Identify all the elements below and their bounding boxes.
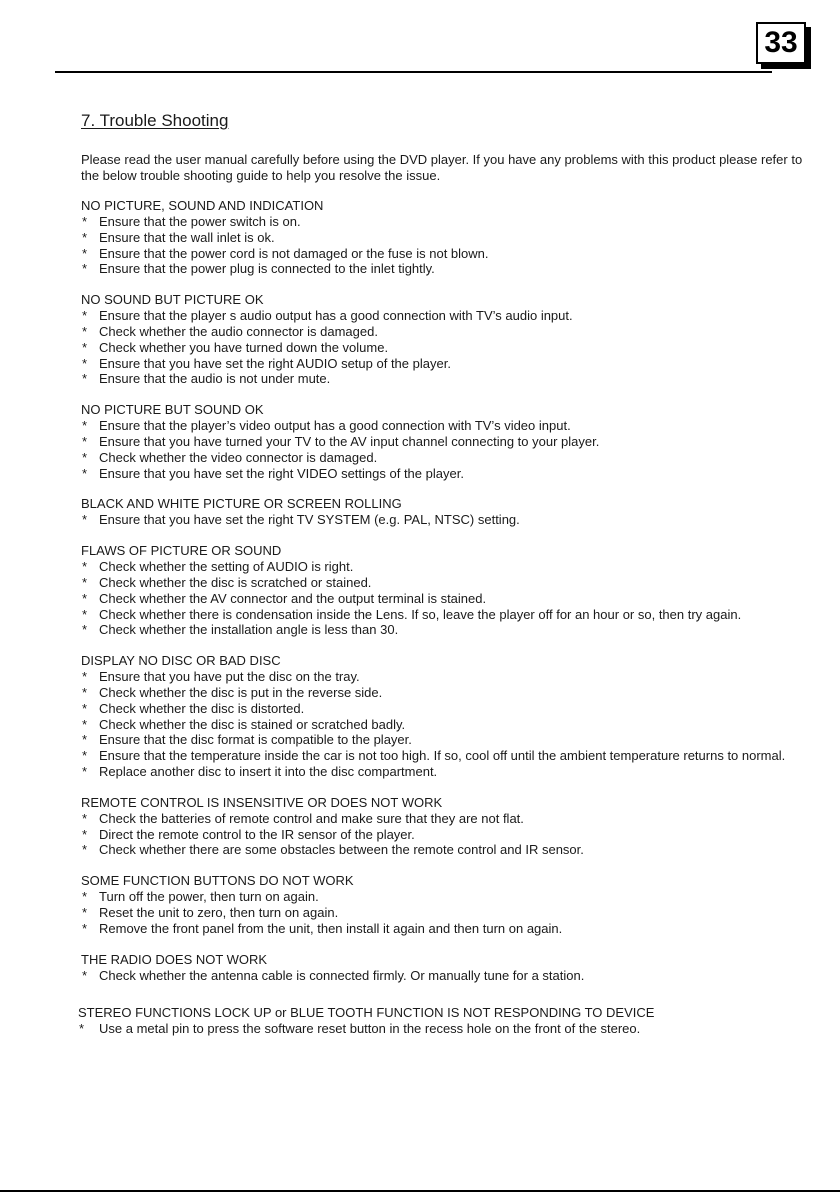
header-rule <box>55 71 772 73</box>
checklist <box>81 214 821 277</box>
page-number-badge: 33 <box>756 22 806 64</box>
asterisk-bullet: * <box>82 339 88 355</box>
trouble-section <box>81 402 821 481</box>
asterisk-bullet: * <box>82 716 88 732</box>
asterisk-bullet: * <box>82 748 88 764</box>
checklist <box>81 308 821 387</box>
checklist-item <box>81 261 821 277</box>
checklist-item <box>81 214 821 230</box>
asterisk-bullet: * <box>82 700 88 716</box>
asterisk-bullet: * <box>82 842 88 858</box>
asterisk-bullet: * <box>82 323 88 339</box>
asterisk-bullet: * <box>82 465 88 481</box>
asterisk-bullet: * <box>82 732 88 748</box>
checklist-item <box>81 607 821 623</box>
trouble-section <box>81 952 821 984</box>
checklist-item <box>81 356 821 372</box>
checklist-item <box>81 827 821 843</box>
checklist-item-text: Ensure that the power plug is connected to the inlet tightly. <box>99 261 435 277</box>
section-heading: NO PICTURE BUT SOUND OK <box>81 402 264 418</box>
checklist-item-text: Check whether the setting of AUDIO is right. <box>99 559 354 575</box>
checklist-item <box>81 748 821 764</box>
trouble-section <box>81 873 821 936</box>
checklist-item-text: Ensure that the audio is not under mute. <box>99 371 331 387</box>
checklist-item <box>81 246 821 262</box>
checklist-item-text: Check whether the AV connector and the output terminal is stained. <box>99 590 487 606</box>
section-heading: NO PICTURE, SOUND AND INDICATION <box>81 198 324 213</box>
checklist-item <box>78 1021 821 1037</box>
asterisk-bullet: * <box>82 622 88 638</box>
asterisk-bullet: * <box>82 826 88 842</box>
checklist-item <box>81 434 821 450</box>
checklist-item <box>81 575 821 591</box>
asterisk-bullet: * <box>82 574 88 590</box>
trouble-section <box>81 198 821 277</box>
checklist-item-text: Ensure that you have set the right AUDIO setup of the player. <box>99 355 451 371</box>
asterisk-bullet: * <box>82 245 88 261</box>
asterisk-bullet: * <box>79 1021 85 1037</box>
checklist-item-text: Check whether the disc is put in the reverse side. <box>99 684 383 700</box>
checklist-item <box>81 466 821 482</box>
asterisk-bullet: * <box>82 229 88 245</box>
checklist <box>81 559 821 638</box>
checklist-item <box>81 559 821 575</box>
asterisk-bullet: * <box>82 684 88 700</box>
asterisk-bullet: * <box>82 606 88 622</box>
intro-paragraph: Please read the user manual carefully before using the DVD player. If you have any problems with this product please refer to the below trouble shooting guide to help you resolve the issue. <box>81 152 803 183</box>
checklist-item-text: Remove the front panel from the unit, then install it again and then turn on again. <box>99 920 563 936</box>
trouble-section <box>81 543 821 638</box>
asterisk-bullet: * <box>82 371 88 387</box>
checklist-item <box>81 324 821 340</box>
checklist-item-text: Check whether the video connector is damaged. <box>99 449 378 465</box>
asterisk-bullet: * <box>82 433 88 449</box>
trouble-section <box>81 653 821 780</box>
checklist-item <box>81 512 821 528</box>
checklist-item-text: Ensure that the power cord is not damaged or the fuse is not blown. <box>99 245 489 261</box>
section-heading: STEREO FUNCTIONS LOCK UP or BLUE TOOTH FUNCTION IS NOT RESPONDING TO DEVICE <box>78 1005 655 1021</box>
asterisk-bullet: * <box>82 889 88 905</box>
asterisk-bullet: * <box>82 669 88 685</box>
checklist-item <box>81 764 821 780</box>
checklist-item-text: Ensure that you have set the right VIDEO settings of the player. <box>99 465 464 481</box>
asterisk-bullet: * <box>82 763 88 779</box>
checklist-item-text: Ensure that the player’s video output has a good connection with TV’s video input. <box>99 418 571 434</box>
checklist-item-text: Ensure that the power switch is on. <box>99 214 301 229</box>
checklist <box>81 512 821 528</box>
checklist-item <box>81 701 821 717</box>
checklist-item-text: Direct the remote control to the IR sensor of the player. <box>99 826 415 842</box>
checklist <box>81 968 821 984</box>
checklist-item-text: Ensure that the temperature inside the car is not too high. If so, cool off until the ambient temperature returns to normal. <box>99 748 786 764</box>
trouble-section <box>78 1005 821 1037</box>
checklist-item <box>81 717 821 733</box>
checklist-item <box>81 230 821 246</box>
checklist-item-text: Ensure that you have set the right TV SYSTEM (e.g. PAL, NTSC) setting. <box>99 512 520 528</box>
section-heading: REMOTE CONTROL IS INSENSITIVE OR DOES NOT WORK <box>81 794 443 810</box>
section-heading: DISPLAY NO DISC OR BAD DISC <box>81 653 281 669</box>
checklist <box>81 811 821 858</box>
checklist-item <box>81 889 821 905</box>
asterisk-bullet: * <box>82 308 88 324</box>
asterisk-bullet: * <box>82 920 88 936</box>
section-heading: BLACK AND WHITE PICTURE OR SCREEN ROLLING <box>81 496 402 512</box>
checklist-item-text: Check whether the disc is scratched or stained. <box>99 574 372 590</box>
trouble-section <box>81 496 821 528</box>
checklist-item <box>81 591 821 607</box>
checklist-item-text: Replace another disc to insert it into the disc compartment. <box>99 763 438 779</box>
checklist-item-text: Check whether the antenna cable is connected firmly. Or manually tune for a station. <box>99 967 585 983</box>
asterisk-bullet: * <box>82 904 88 920</box>
checklist-item <box>81 418 821 434</box>
asterisk-bullet: * <box>82 418 88 434</box>
trouble-section <box>81 795 821 858</box>
section-heading: THE RADIO DOES NOT WORK <box>81 951 268 967</box>
checklist-item-text: Ensure that you have put the disc on the tray. <box>99 669 360 685</box>
checklist-item <box>81 622 821 638</box>
checklist-item-text: Ensure that you have turned your TV to the AV input channel connecting to your player. <box>99 433 600 449</box>
checklist-item-text: Check whether the disc is distorted. <box>99 700 305 716</box>
checklist <box>78 1021 821 1037</box>
checklist-item <box>81 669 821 685</box>
asterisk-bullet: * <box>82 512 88 528</box>
checklist-item-text: Check whether the installation angle is less than 30. <box>99 622 399 638</box>
trouble-section <box>81 292 821 387</box>
section-heading: NO SOUND BUT PICTURE OK <box>81 292 264 308</box>
document-body <box>78 110 821 1052</box>
checklist-item <box>81 905 821 921</box>
asterisk-bullet: * <box>82 590 88 606</box>
checklist-item-text: Ensure that the disc format is compatible to the player. <box>99 732 412 748</box>
checklist-item <box>81 921 821 937</box>
asterisk-bullet: * <box>82 214 88 229</box>
checklist-item-text: Use a metal pin to press the software reset button in the recess hole on the front of the stereo. <box>99 1021 641 1037</box>
asterisk-bullet: * <box>82 261 88 277</box>
checklist-item-text: Check the batteries of remote control and make sure that they are not flat. <box>99 810 524 826</box>
checklist-item-text: Turn off the power, then turn on again. <box>99 889 319 905</box>
asterisk-bullet: * <box>82 449 88 465</box>
checklist-item-text: Check whether the audio connector is damaged. <box>99 323 378 339</box>
checklist-item <box>81 340 821 356</box>
checklist-item <box>81 685 821 701</box>
checklist-item <box>81 371 821 387</box>
section-heading: SOME FUNCTION BUTTONS DO NOT WORK <box>81 873 354 889</box>
checklist-item <box>81 968 821 984</box>
checklist-item <box>81 811 821 827</box>
troubleshooting-sections <box>78 198 821 1037</box>
asterisk-bullet: * <box>82 967 88 983</box>
checklist-item-text: Check whether the disc is stained or scratched badly. <box>99 716 406 732</box>
checklist-item-text: Reset the unit to zero, then turn on again. <box>99 904 339 920</box>
asterisk-bullet: * <box>82 810 88 826</box>
checklist-item-text: Check whether there are some obstacles between the remote control and IR sensor. <box>99 842 584 858</box>
checklist <box>81 418 821 481</box>
checklist-item-text: Check whether there is condensation inside the Lens. If so, leave the player off for an hour or so, then try again. <box>99 606 742 622</box>
checklist-item-text: Check whether you have turned down the volume. <box>99 339 389 355</box>
checklist-item <box>81 842 821 858</box>
checklist <box>81 889 821 936</box>
checklist-item-text: Ensure that the wall inlet is ok. <box>99 229 275 245</box>
checklist-item <box>81 308 821 324</box>
asterisk-bullet: * <box>82 559 88 575</box>
checklist-item-text: Ensure that the player s audio output has a good connection with TV’s audio input. <box>99 308 573 324</box>
section-heading: FLAWS OF PICTURE OR SOUND <box>81 543 282 559</box>
page-title: 7. Trouble Shooting <box>81 111 229 130</box>
checklist <box>81 669 821 780</box>
asterisk-bullet: * <box>82 355 88 371</box>
checklist-item <box>81 450 821 466</box>
checklist-item <box>81 732 821 748</box>
